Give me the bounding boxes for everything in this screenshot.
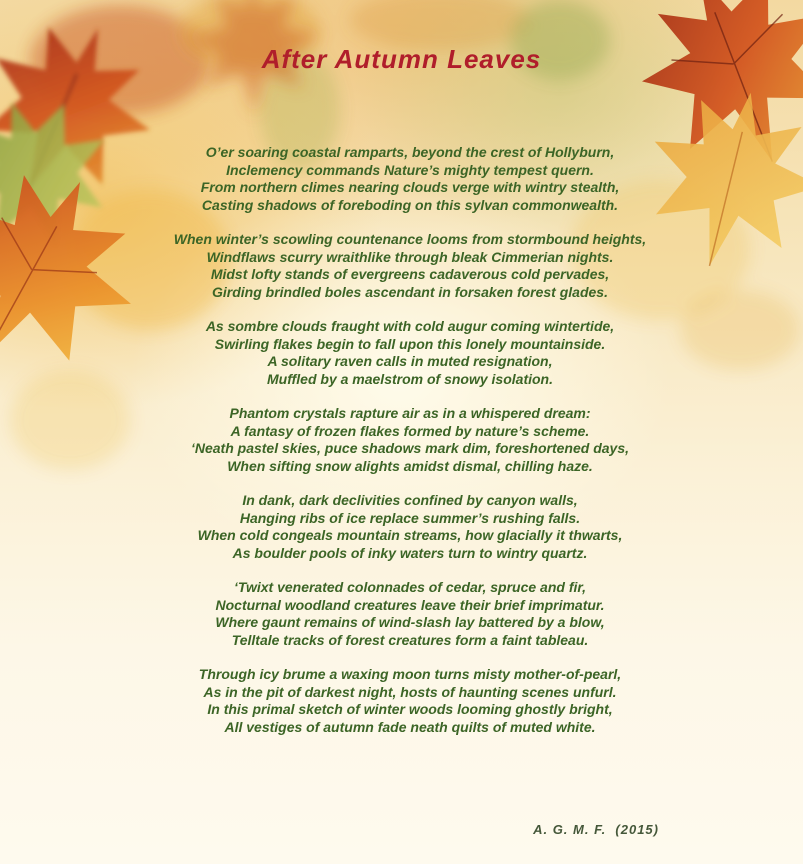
author-signature: A. G. M. F. (2015): [533, 822, 659, 837]
poem-line: Through icy brume a waxing moon turns misty mother-of-pearl,: [198, 666, 622, 682]
poem-body: [50, 144, 770, 753]
poem-line: ‘Twixt venerated colonnades of cedar, spruce and fir,: [234, 579, 586, 595]
poem-line: Muffled by a maelstrom of snowy isolation.: [266, 370, 553, 387]
poem-line: When sifting snow alights amidst dismal, chilling haze.: [227, 457, 593, 474]
poem-line: A fantasy of frozen flakes formed by nature’s scheme.: [230, 422, 590, 439]
poem-line: In dank, dark declivities confined by canyon walls,: [242, 492, 578, 508]
poem-title: After Autumn Leaves: [261, 44, 542, 74]
poem-stanza: [50, 405, 770, 475]
poem-line: Windflaws scurry wraithlike through bleak Cimmerian nights.: [206, 248, 614, 265]
poem-line: Swirling flakes begin to fall upon this lonely mountainside.: [214, 335, 606, 352]
poem-line: From northern climes nearing clouds verge with wintry stealth,: [200, 179, 620, 195]
poem-line: Phantom crystals rapture air as in a whispered dream:: [229, 405, 591, 421]
poem-stanza: [50, 492, 770, 562]
poem-line: Nocturnal woodland creatures leave their brief imprimatur.: [215, 596, 605, 613]
poem-line: ‘Neath pastel skies, puce shadows mark dim, foreshortened days,: [190, 440, 630, 456]
poem-line: As boulder pools of inky waters turn to wintry quartz.: [232, 544, 588, 561]
poem-line: Where gaunt remains of wind-slash lay battered by a blow,: [215, 614, 605, 630]
poem-line: O’er soaring coastal ramparts, beyond the crest of Hollyburn,: [205, 144, 615, 160]
poem-stanza: [50, 666, 770, 736]
poem-line: When winter’s scowling countenance looms from stormbound heights,: [173, 231, 647, 247]
poem-line: As sombre clouds fraught with cold augur coming wintertide,: [205, 318, 615, 334]
poem-stanza: [50, 231, 770, 301]
poem-line: Casting shadows of foreboding on this sylvan commonwealth.: [201, 196, 619, 213]
poem-stanza: [50, 144, 770, 214]
poem-line: Inclemency commands Nature’s mighty tempest quern.: [226, 161, 594, 178]
poem-line: A solitary raven calls in muted resignation,: [267, 353, 553, 369]
poem-stanza: [50, 318, 770, 388]
poem-stanza: [50, 579, 770, 649]
poem-line: As in the pit of darkest night, hosts of haunting scenes unfurl.: [203, 683, 617, 700]
poem-line: Telltale tracks of forest creatures form a faint tableau.: [231, 631, 589, 648]
poem-line: All vestiges of autumn fade neath quilts of muted white.: [224, 718, 596, 735]
poem-line: In this primal sketch of winter woods looming ghostly bright,: [207, 701, 613, 717]
poem-line: Girding brindled boles ascendant in forsaken forest glades.: [212, 283, 608, 300]
poem-line: Hanging ribs of ice replace summer’s rushing falls.: [239, 509, 581, 526]
poem-line: Midst lofty stands of evergreens cadaverous cold pervades,: [210, 266, 610, 282]
poem-line: When cold congeals mountain streams, how glacially it thwarts,: [197, 527, 623, 543]
